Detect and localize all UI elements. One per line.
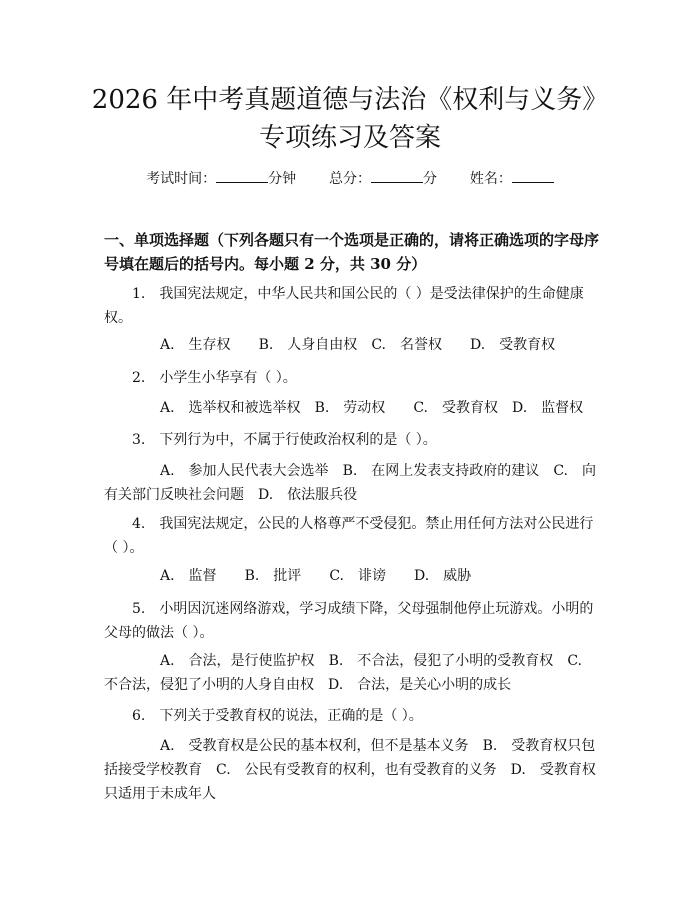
option-a: A. 选举权和被选举权 xyxy=(160,400,301,416)
option-d: D. 依法服兵役 xyxy=(258,487,358,503)
question-number: 3. xyxy=(132,432,146,448)
option-d: D. 监督权 xyxy=(511,400,584,416)
question-1-options xyxy=(104,333,604,357)
option-b: B. 受教育权只包括接受学校教育 xyxy=(104,738,596,778)
option-a: A. 生存权 xyxy=(160,337,231,353)
question-4 xyxy=(104,512,604,560)
section-heading: 一、单项选择题（下列各题只有一个选项是正确的，请将正确选项的字母序号填在题后的括号内。每小题 2 分，共 30 分） xyxy=(104,231,600,273)
question-3-options xyxy=(104,459,604,507)
page-title: 2026 年中考真题道德与法治《权利与义务》 xyxy=(91,85,609,115)
question-stem: 下列关于受教育权的说法，正确的是（ ）。 xyxy=(159,708,423,724)
question-stem: 下列行为中，不属于行使政治权利的是（ ）。 xyxy=(159,432,437,448)
exam-time-label: 考试时间： xyxy=(146,171,217,187)
question-number: 1. xyxy=(132,286,146,302)
option-c: C. 向有关部门反映社会问题 xyxy=(104,463,596,503)
exam-time-unit: 分钟 xyxy=(268,171,297,187)
question-number: 2. xyxy=(132,370,146,386)
question-number: 5. xyxy=(132,601,146,617)
question-1 xyxy=(104,282,604,330)
question-6-options xyxy=(104,734,604,806)
question-number: 6. xyxy=(132,708,146,724)
question-6 xyxy=(104,704,604,728)
student-name-label: 姓名： xyxy=(469,171,512,187)
question-stem: 小明因沉迷网络游戏，学习成绩下降，父母强制他停止玩游戏。小明的父母的做法（ ）。 xyxy=(104,601,594,641)
total-score-label: 总分： xyxy=(329,171,371,187)
option-d: D. 受教育权只适用于未成年人 xyxy=(104,762,596,802)
student-name-blank xyxy=(512,168,554,183)
option-c: C. 公民有受教育的权利，也有受教育的义务 xyxy=(216,762,497,778)
question-number: 4. xyxy=(132,516,146,532)
option-b: B. 不合法，侵犯了小明的受教育权 xyxy=(328,653,554,669)
option-b: B. 批评 xyxy=(244,568,302,584)
option-b: B. 人身自由权 xyxy=(258,337,358,353)
total-score-unit: 分 xyxy=(423,171,437,187)
option-d: D. 受教育权 xyxy=(469,337,556,353)
option-c: C. 诽谤 xyxy=(329,568,386,584)
option-a: A. 合法，是行使监护权 xyxy=(160,653,315,669)
option-a: A. 监督 xyxy=(160,568,217,584)
option-a: A. 受教育权是公民的基本权利，但不是基本义务 xyxy=(160,738,469,754)
option-c: C. 不合法，侵犯了小明的人身自由权 xyxy=(104,653,596,693)
question-5-options xyxy=(104,649,604,697)
option-a: A. 参加人民代表大会选举 xyxy=(160,463,329,479)
question-5 xyxy=(104,597,604,645)
exam-info-line xyxy=(0,168,700,189)
option-d: D. 合法，是关心小明的成长 xyxy=(328,677,512,693)
question-3 xyxy=(104,428,604,452)
question-stem: 我国宪法规定，中华人民共和国公民的（ ）是受法律保护的生命健康权。 xyxy=(104,286,584,326)
option-c: C. 受教育权 xyxy=(413,400,498,416)
option-c: C. 名誉权 xyxy=(371,337,442,353)
total-score-blank xyxy=(371,168,423,183)
option-b: B. 劳动权 xyxy=(314,400,386,416)
question-stem: 小学生小华享有（ ）。 xyxy=(159,370,297,386)
question-2-options xyxy=(104,396,604,420)
option-d: D. 威胁 xyxy=(413,568,472,584)
question-2 xyxy=(104,366,604,390)
exam-time-blank xyxy=(216,168,268,183)
option-b: B. 在网上发表支持政府的建议 xyxy=(342,463,540,479)
question-stem: 我国宪法规定，公民的人格尊严不受侵犯。禁止用任何方法对公民进行（ ）。 xyxy=(104,516,594,556)
page-subtitle: 专项练习及答案 xyxy=(258,123,441,153)
question-4-options xyxy=(104,564,604,588)
